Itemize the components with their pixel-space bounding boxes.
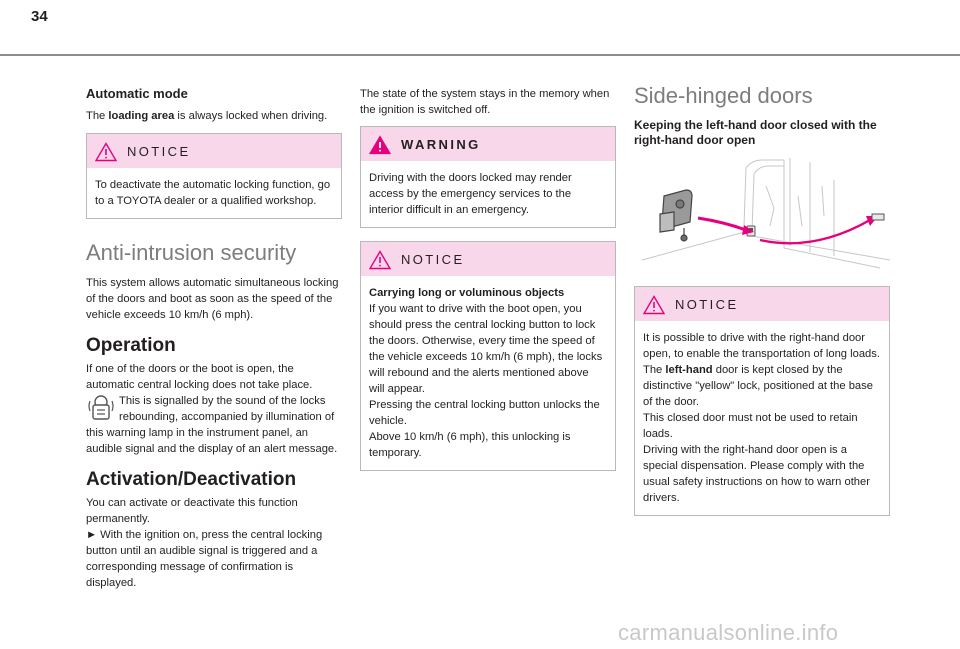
notice-header xyxy=(87,134,341,168)
side-doors-heading: Side-hinged doors xyxy=(634,83,813,108)
notice-title: NOTICE xyxy=(401,252,465,267)
notice-subtitle: Carrying long or voluminous objects xyxy=(369,287,565,299)
curved-arrow xyxy=(760,216,878,243)
notice-text: This closed door must not be used to retain loads. xyxy=(643,412,858,440)
activation-step: ► With the ignition on, press the central locking button until an audible signal is triggered and a corresponding message of confirmation is displayed. xyxy=(86,529,323,589)
header-divider xyxy=(0,54,960,56)
column-middle xyxy=(360,82,616,471)
operation-heading: Operation xyxy=(86,335,176,356)
notice-box-automatic xyxy=(86,133,342,219)
warning-triangle-icon xyxy=(369,135,391,155)
notice-text: Driving with the right-hand door open is a special dispensation. Please comply with the usual safety instructions on how to warn other drivers. xyxy=(643,444,870,504)
notice-header xyxy=(635,287,889,321)
notice-box-long-objects xyxy=(360,241,616,471)
door-lock-warning-lamp-icon xyxy=(86,393,116,423)
column-right xyxy=(634,82,890,516)
anti-intrusion-heading: Anti-intrusion security xyxy=(86,240,297,265)
lock-closeup xyxy=(660,190,692,241)
notice-text: The left-hand door is kept closed by the distinctive "yellow" lock, positioned at the base of the door. xyxy=(643,364,873,408)
warning-triangle-icon xyxy=(643,295,665,315)
watermark: carmanualsonline.info xyxy=(618,620,839,645)
automatic-mode-heading: Automatic mode xyxy=(86,86,188,101)
notice-text: Pressing the central locking button unlocks the vehicle. xyxy=(369,399,600,427)
notice-text: Above 10 km/h (6 mph), this unlocking is temporary. xyxy=(369,431,571,459)
state-text: The state of the system stays in the memory when the ignition is switched off. xyxy=(360,88,610,116)
warning-triangle-icon xyxy=(95,142,117,162)
door-lock-illustration xyxy=(634,156,890,274)
notice-text: To deactivate the automatic locking function, go to a TOYOTA dealer or a qualified workshop. xyxy=(95,179,331,207)
notice-text: It is possible to drive with the right-hand door open, to enable the transportation of long loads. xyxy=(643,332,880,360)
warning-title: WARNING xyxy=(401,137,481,152)
pointer-arrow xyxy=(698,218,746,230)
warning-box xyxy=(360,126,616,228)
automatic-mode-text: The loading area is always locked when driving. xyxy=(86,110,328,122)
keeping-heading: Keeping the left-hand door closed with the right-hand door open xyxy=(634,118,877,147)
anti-intrusion-text: This system allows automatic simultaneous locking of the doors and boot as soon as the speed of the vehicle exceeds 10 km/h (6 mph). xyxy=(86,277,339,321)
notice-text: If you want to drive with the boot open, you should press the central locking button to lock the doors. Otherwise, every time the speed of the vehicle exceeds 10 km/h (6 mph), the locks will rebound and the alerts mentioned above will appear. xyxy=(369,303,603,395)
warning-header xyxy=(361,127,615,161)
notice-title: NOTICE xyxy=(675,297,739,312)
activation-text: You can activate or deactivate this function permanently. xyxy=(86,497,298,525)
activation-heading: Activation/Deactivation xyxy=(86,469,297,490)
column-left xyxy=(86,82,342,591)
operation-icon-paragraph: This is signalled by the sound of the locks rebounding, accompanied by illumination of this warning lamp in the instrument panel, an audible signal and the display of an alert message. xyxy=(86,395,338,455)
operation-text: If one of the doors or the boot is open, the automatic central locking does not take place. xyxy=(86,363,313,391)
notice-box-side-doors xyxy=(634,286,890,516)
warning-text: Driving with the doors locked may render access by the emergency services to the interior difficult in an emergency. xyxy=(369,172,572,216)
notice-header xyxy=(361,242,615,276)
warning-triangle-icon xyxy=(369,250,391,270)
page-number: 34 xyxy=(31,8,48,25)
notice-title: NOTICE xyxy=(127,144,191,159)
